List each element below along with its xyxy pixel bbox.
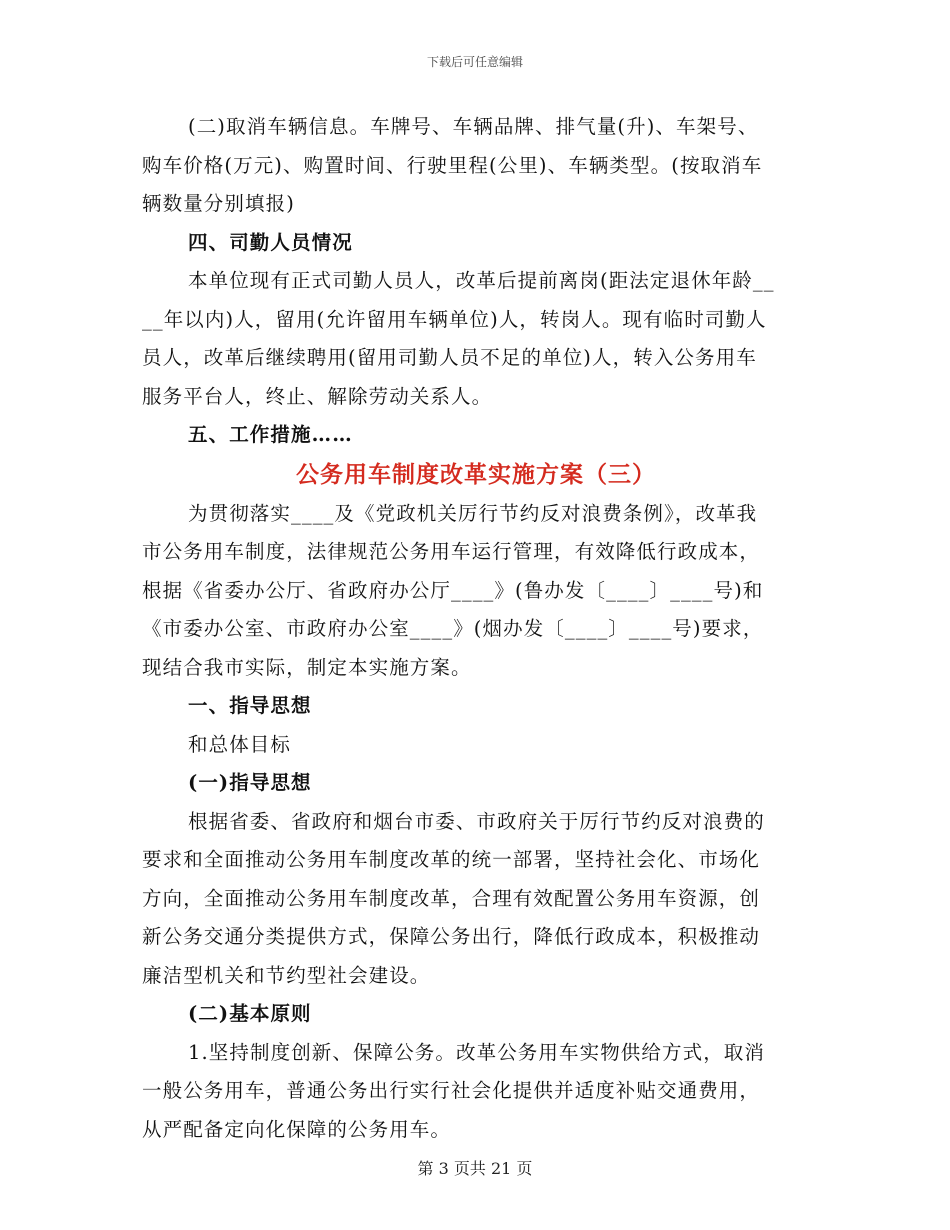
- section-heading: 五、工作措施……: [188, 423, 353, 446]
- paragraph-line: 根据《省委办公厅、省政府办公厅____》(鲁办发〔____〕____号)和: [142, 578, 764, 602]
- paragraph-line: 《市委办公室、市政府办公室____》(烟办发〔____〕____号)要求，: [142, 617, 764, 640]
- paragraph-line: 为贯彻落实____及《党政机关厉行节约反对浪费条例》，改革我: [188, 501, 758, 525]
- paragraph-line: 根据省委、省政府和烟台市委、市政府关于厉行节约反对浪费的: [188, 809, 765, 833]
- paragraph-line: __年以内)人，留用(允许留用车辆单位)人，转岗人。现有临时司勤人: [142, 307, 767, 331]
- paragraph-line: 和总体目标: [188, 732, 292, 756]
- paragraph-line: 本单位现有正式司勤人员人，改革后提前离岗(距法定退休年龄__: [188, 269, 775, 292]
- paragraph-line: 廉洁型机关和节约型社会建设。: [142, 963, 431, 987]
- page-header-note: 下载后可任意编辑: [426, 55, 523, 69]
- paragraph-line: 员人，改革后继续聘用(留用司勤人员不足的单位)人，转入公务用车: [142, 346, 757, 369]
- section-heading: 一、指导思想: [188, 694, 312, 717]
- page-number-footer: 第 3 页共 21 页: [417, 1159, 533, 1178]
- paragraph-line: (二)取消车辆信息。车牌号、车辆品牌、排气量(升)、车架号、: [188, 115, 759, 138]
- paragraph-line: 一般公务用车，普通公务出行实行社会化提供并适度补贴交通费用，: [142, 1079, 761, 1102]
- paragraph-line: 1.坚持制度创新、保障公务。改革公务用车实物供给方式，取消: [188, 1040, 766, 1064]
- section-heading: 四、司勤人员情况: [188, 230, 353, 254]
- document-body: [142, 108, 810, 1149]
- paragraph-line: 从严配备定向化保障的公务用车。: [142, 1117, 452, 1141]
- paragraph-line: 现结合我市实际，制定本实施方案。: [142, 655, 472, 679]
- paragraph-line: 要求和全面推动公务用车制度改革的统一部署，坚持社会化、市场化: [142, 848, 761, 871]
- paragraph-line: 新公务交通分类提供方式，保障公务出行，降低行政成本，积极推动: [142, 925, 761, 948]
- document-title: 公务用车制度改革实施方案（三）: [296, 460, 656, 488]
- section-heading: (一)指导思想: [188, 771, 312, 794]
- paragraph-line: 市公务用车制度，法律规范公务用车运行管理，有效降低行政成本，: [142, 540, 761, 563]
- paragraph-line: 购车价格(万元)、购置时间、行驶里程(公里)、车辆类型。(按取消车: [142, 153, 763, 177]
- paragraph-line: 方向，全面推动公务用车制度改革，合理有效配置公务用车资源，创: [142, 886, 761, 910]
- paragraph-line: 辆数量分别填报): [142, 192, 295, 215]
- section-heading: (二)基本原则: [188, 1002, 312, 1025]
- paragraph-line: 服务平台人，终止、解除劳动关系人。: [142, 384, 493, 408]
